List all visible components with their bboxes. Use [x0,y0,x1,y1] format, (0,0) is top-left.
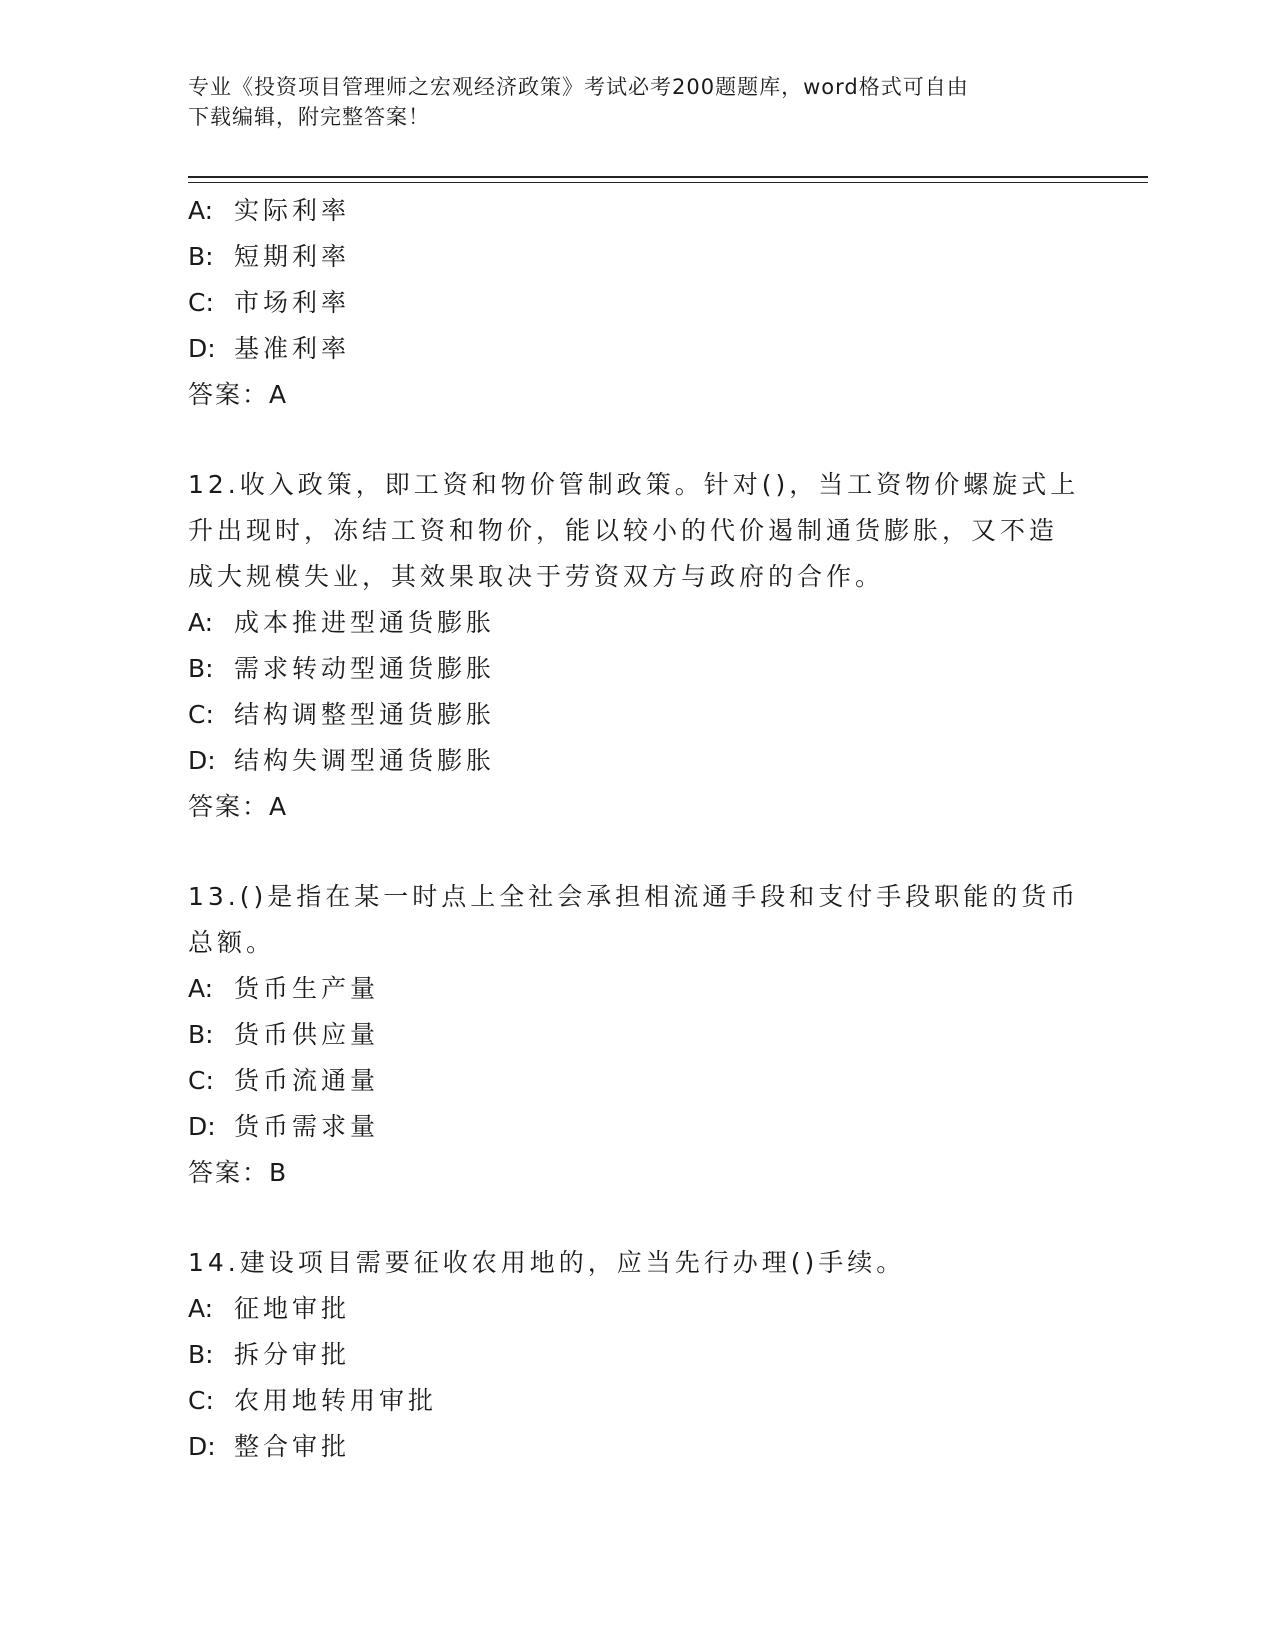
question-stem: 总额。 [188,928,276,957]
option-text: 结构调整型通货膨胀 [234,700,496,729]
header-divider-thin [188,182,1148,183]
option-a [188,966,1088,1012]
header-divider-thick [188,176,1148,178]
answer: 答案：B [188,1158,289,1187]
option-text: 货币供应量 [234,1020,380,1049]
option-text: 农用地转用审批 [234,1386,438,1415]
option-text: 拆分审批 [234,1340,351,1369]
spacer [188,830,1088,874]
option-label: A: [188,608,214,637]
question-stem: 14.建设项目需要征收农用地的，应当先行办理()手续。 [188,1248,906,1277]
option-label: D: [188,746,216,775]
option-a [188,188,1088,234]
option-d [188,326,1088,372]
option-d [188,738,1088,784]
option-label: D: [188,1432,216,1461]
spacer [188,418,1088,462]
question-11-options [188,188,1088,418]
option-label: B: [188,654,214,683]
option-label: B: [188,1020,214,1049]
option-label: C: [188,1386,214,1415]
option-b [188,1012,1088,1058]
option-text: 成本推进型通货膨胀 [234,608,496,637]
question-stem: 13.()是指在某一时点上全社会承担相流通手段和支付手段职能的货币 [188,882,1080,911]
option-text: 货币需求量 [234,1112,380,1141]
option-text: 货币流通量 [234,1066,380,1095]
option-c [188,1378,1088,1424]
header-line-1: 专业《投资项目管理师之宏观经济政策》考试必考200题题库，word格式可自由 [188,75,969,99]
option-b [188,646,1088,692]
document-header [188,72,1068,132]
question-14 [188,1240,1088,1470]
answer: 答案：A [188,380,289,409]
option-label: B: [188,1340,214,1369]
option-label: D: [188,1112,216,1141]
option-text: 市场利率 [234,288,351,317]
option-label: A: [188,1294,214,1323]
option-label: C: [188,700,214,729]
option-a [188,600,1088,646]
question-12 [188,462,1088,830]
option-text: 短期利率 [234,242,351,271]
question-13 [188,874,1088,1196]
option-c [188,692,1088,738]
question-stem: 成大规模失业，其效果取决于劳资双方与政府的合作。 [188,562,885,591]
header-line-2: 下载编辑，附完整答案！ [188,105,430,129]
option-label: A: [188,196,214,225]
option-text: 整合审批 [234,1432,351,1461]
question-list [188,188,1088,1470]
option-text: 实际利率 [234,196,351,225]
answer: 答案：A [188,792,289,821]
option-text: 货币生产量 [234,974,380,1003]
question-stem: 升出现时，冻结工资和物价，能以较小的代价遏制通货膨胀，又不造 [188,516,1059,545]
option-label: B: [188,242,214,271]
spacer [188,1196,1088,1240]
option-label: C: [188,1066,214,1095]
option-c [188,1058,1088,1104]
option-text: 需求转动型通货膨胀 [234,654,496,683]
option-label: A: [188,974,214,1003]
option-text: 基准利率 [234,334,351,363]
question-stem: 12.收入政策，即工资和物价管制政策。针对()，当工资物价螺旋式上 [188,470,1080,499]
option-d [188,1104,1088,1150]
option-d [188,1424,1088,1470]
option-label: C: [188,288,214,317]
option-b [188,234,1088,280]
option-a [188,1286,1088,1332]
option-c [188,280,1088,326]
option-b [188,1332,1088,1378]
option-label: D: [188,334,216,363]
option-text: 征地审批 [234,1294,351,1323]
option-text: 结构失调型通货膨胀 [234,746,496,775]
